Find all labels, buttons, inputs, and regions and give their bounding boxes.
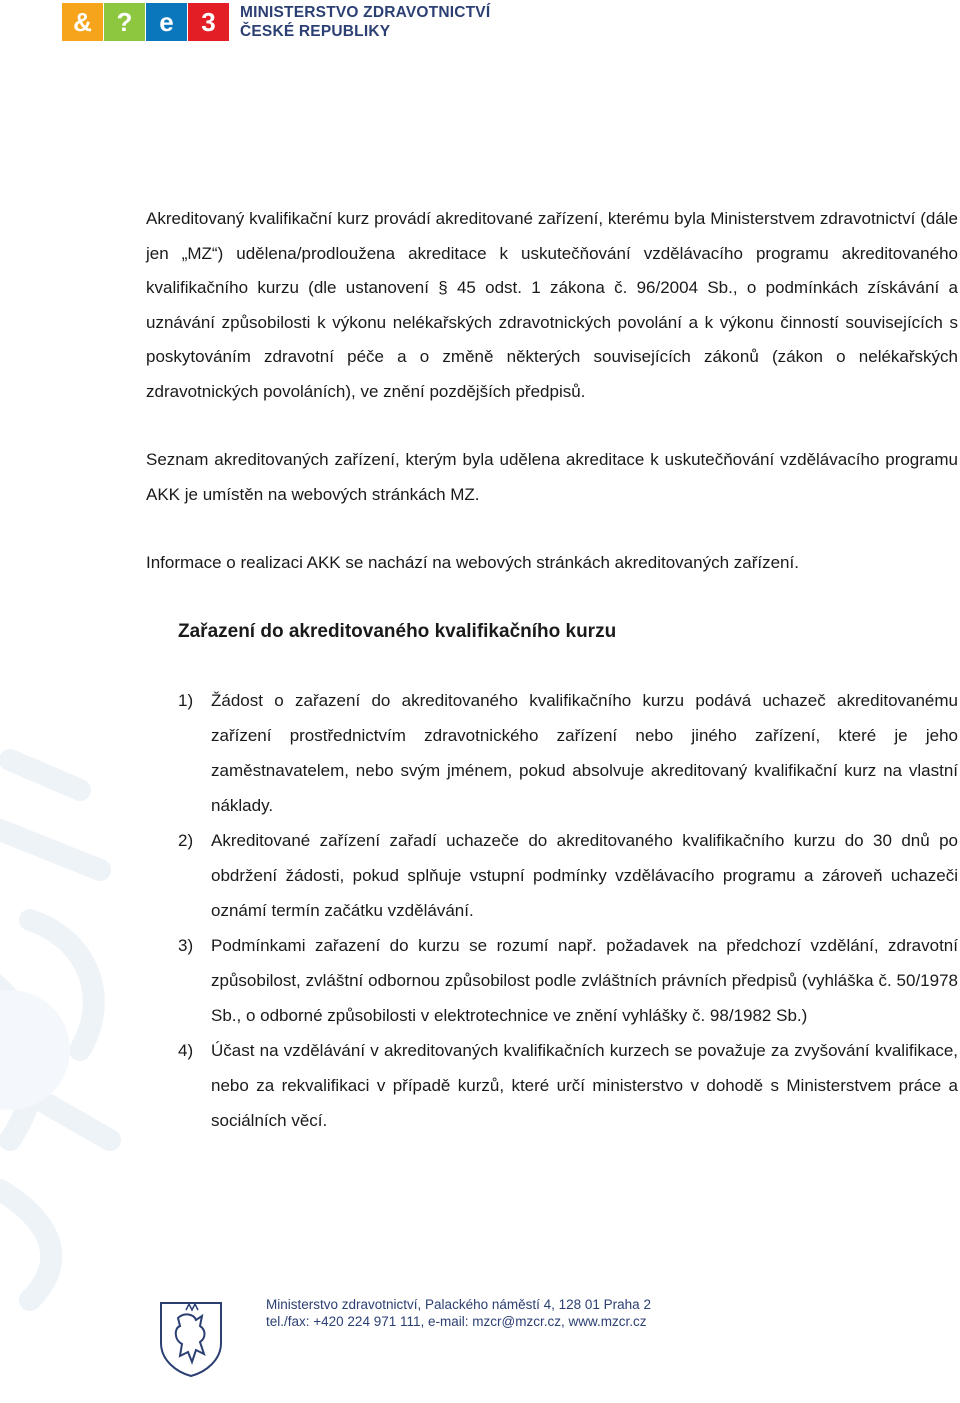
footer-contacts: tel./fax: +420 224 971 111, e-mail: mzcr@mzcr.cz, www.mzcr.cz	[266, 1314, 647, 1329]
ministry-logo	[62, 2, 490, 42]
list-item-text: Žádost o zařazení do akreditovaného kvalifikačního kurzu podává uchazeč akreditovanému zařízení prostřednictvím zdravotnického zařízení nebo jiného zařízení, které je jeho zaměstnavatelem, nebo svým jménem, pokud absolvuje akreditovaný kvalifikační kurz na vlastní náklady.	[211, 690, 958, 815]
list-item-number: 1)	[178, 690, 194, 710]
ministry-name-line1: MINISTERSTVO ZDRAVOTNICTVÍ	[240, 4, 491, 21]
logo-mark-orange: &	[62, 3, 103, 41]
document-body	[146, 202, 958, 1138]
list-item-text: Akreditované zařízení zařadí uchazeče do akreditovaného kvalifikačního kurzu do 30 dnů po obdržení žádosti, pokud splňuje vstupní podmínky vzdělávacího programu a zároveň uchazeči oznámí termín začátku vzdělávání.	[211, 830, 958, 920]
list-item-number: 3)	[178, 935, 194, 955]
list-item-number: 2)	[178, 830, 194, 850]
coat-of-arms-icon	[156, 1298, 226, 1378]
footer-address: Ministerstvo zdravotnictví, Palackého náměstí 4, 128 01 Praha 2	[266, 1297, 651, 1312]
footer	[156, 1296, 916, 1386]
list-item	[146, 823, 958, 928]
list-item	[146, 1033, 958, 1138]
logo-mark-blue: e	[146, 3, 187, 41]
section-heading: Zařazení do akreditovaného kvalifikačního kurzu	[178, 620, 617, 642]
list-item-text: Podmínkami zařazení do kurzu se rozumí např. požadavek na předchozí vzdělání, zdravotní způsobilost, zvláštní odbornou způsobilost podle zvláštních právních předpisů (vyhláška č. 50/1978 Sb., o odborné způsobilosti v elektrotechnice ve znění vyhlášky č. 98/1982 Sb.)	[211, 935, 958, 1025]
logo-mark-green: ?	[104, 3, 145, 41]
list-item	[146, 683, 958, 823]
logo-marks	[62, 3, 230, 41]
list-paragraph: Seznam akreditovaných zařízení, kterým byla udělena akreditace k uskutečňování vzdělávacího programu AKK je umístěn na webových stránkách MZ.	[146, 450, 958, 504]
ministry-name	[240, 3, 490, 41]
ministry-name-line2: ČESKÉ REPUBLIKY	[240, 23, 391, 40]
list-item	[146, 928, 958, 1033]
watermark-sun-graphic	[0, 720, 140, 1320]
list-item-text: Účast na vzdělávání v akreditovaných kvalifikačních kurzech se považuje za zvyšování kvalifikace, nebo za rekvalifikaci v případě kurzů, které určí ministerstvo v dohodě s Ministerstvem práce a sociálních věcí.	[211, 1040, 958, 1130]
list-item-number: 4)	[178, 1040, 194, 1060]
footer-contact	[266, 1296, 651, 1330]
info-paragraph: Informace o realizaci AKK se nachází na webových stránkách akreditovaných zařízení.	[146, 553, 799, 572]
intro-paragraph: Akreditovaný kvalifikační kurz provádí akreditované zařízení, kterému byla Ministerstvem zdravotnictví (dále jen „MZ“) udělena/prodloužena akreditace k uskutečňování vzdělávacího programu akreditovaného kvalifikačního kurzu (dle ustanovení § 45 odst. 1 zákona č. 96/2004 Sb., o podmínkách získávání a uznávání způsobilosti k výkonu nelékařských zdravotnických povolání a k výkonu činností souvisejících s poskytováním zdravotní péče a o změně některých souvisejících zákonů (zákon o nelékařských zdravotnických povoláních), ve znění pozdějších předpisů.	[146, 209, 958, 401]
enrollment-list	[146, 683, 958, 1138]
logo-mark-red: 3	[188, 3, 229, 41]
